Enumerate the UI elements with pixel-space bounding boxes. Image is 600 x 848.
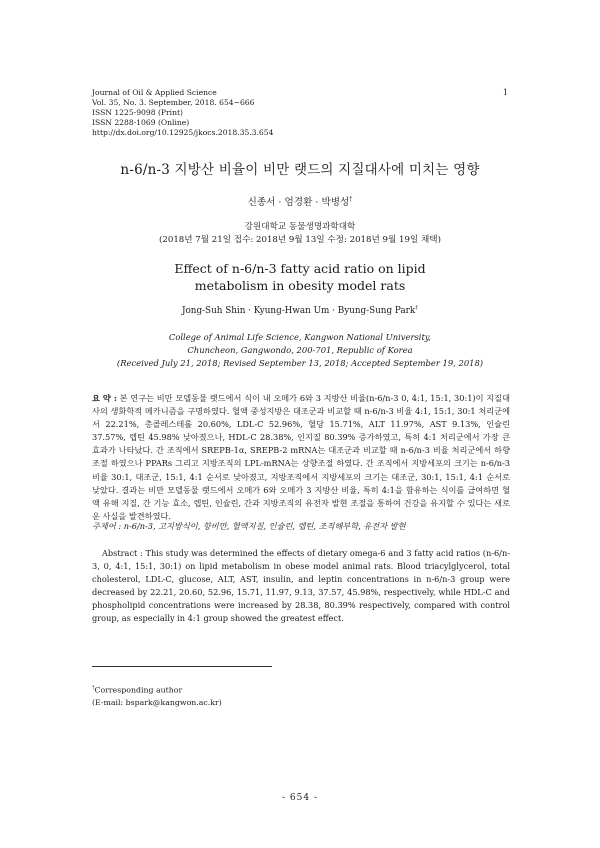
affiliation-korean-name: 강원대학교 동물생명과학대학 [244,222,356,232]
authors-korean-names: 신종서 · 엄경환 · 박병성 [247,197,350,208]
footnote [92,682,222,709]
abstract-korean-label: 요 약 : [92,393,117,403]
issn-online: ISSN 2288-1069 (Online) [92,118,190,127]
footnote-divider [92,666,272,667]
corresponding-mark-en: † [415,305,419,311]
footnote-mark: † [92,685,95,691]
page-footer-number: - 654 - [282,793,318,803]
abstract-korean [92,392,510,523]
footnote-email: (E-mail: bspark@kangwon.ac.kr) [92,697,222,707]
affiliation-korean [0,221,600,247]
journal-header [92,88,273,138]
abstract-korean-text: 본 연구는 비만 모델동물 랫드에서 식이 내 오메가 6와 3 지방산 비율(n-6/n-3 0, 4:1, 15:1, 30:1)이 지질대사의 생화학적 메카니즘을 구명하였다. 혈액 중성지방은 대조군과 비교할 때 n-6/n-3 비율 4:1, 15:1, 30:1 처리군에서 22.21%, 총콜레스테롤 20.60%, LDL-C 52.96%, 혈당 15.71%, ALT 11.97%, AST 9.13%, 인슐린 37.57%, 렙틴 45.98% 낮아졌으나, HDL-C 28.38%, 인지질 80.39% 증가하였고, 특히 4:1 처리군에서 가장 큰 효과가 나타났다. 간 조직에서 SREPB-1α, SREPB-2 mRNA는 대조군과 비교할 때 n-6/n-3 비율 처리군에서 하향조절 하였으나 PPARs 그리고 지방조직의 LPL-mRNA는 상향조절 하였다. 간 조직에서 지방세포의 크기는 n-6/n-3 비율 30:1, 대조군, 15:1, 4:1 순서로 낮아졌고, 지방조직에서 지방세포의 크기는 대조군, 30:1, 15:1, 4:1 순서로 낮았다. 결과는 비만 모델동물 랫드에서 오메가 6와 오메가 3 지방산 비율, 특히 4:1을 함유하는 식이를 급여하면 혈액 유해 지질, 간 기능 효소, 렙틴, 인슐린, 간과 지방조직의 유전자 발현 조절을 통하여 건강을 유지할 수 있다는 새로운 사실을 발견하였다. [92,393,511,521]
header-page-number: 1 [502,88,508,97]
dates-english: (Received July 21, 2018; Revised September 13, 2018; Accepted September 19, 2018) [116,358,484,368]
affiliation-english-line1: College of Animal Life Science, Kangwon National University, [168,332,432,342]
footnote-corresponding-text: Corresponding author [94,685,183,695]
footnote-corresponding [92,682,222,697]
affiliation-english [0,331,600,370]
doi-link[interactable]: http://dx.doi.org/10.12925/jkocs.2018.35.3.654 [92,128,274,137]
journal-name: Journal of Oil & Applied Science [92,88,217,97]
affiliation-english-line2: Chuncheon, Gangwondo, 200-701, Republic of Korea [187,345,413,355]
journal-volume: Vol. 35, No. 3. September, 2018. 654~666 [92,98,255,107]
abstract-english: Abstract : This study was determined the effects of dietary omega-6 and 3 fatty acid ratios (n-6/n-3, 0, 4:1, 15:1, 30:1) on lipid metabolism in obese model animal rats. Blood triacylglycerol, total cholesterol, LDL-C, glucose, ALT, AST, insulin, and leptin concentrations in n-6/n-3 group were decreased by 22.21, 20.60, 52.96, 15.71, 11.97, 9.13, 37.57, 45.98%, respectively, while HDL-C and phospholipid concentrations were increased by 28.38, 80.39% respectively, compared with control group, as especially in 4:1 group showed the greatest effect. [92,548,510,624]
title-korean: n-6/n-3 지방산 비율이 비만 랫드의 지질대사에 미치는 영향 [120,162,480,178]
keywords-korean: 주제어 : n-6/n-3, 고지방식이, 항비만, 혈액지질, 인슐린, 렙틴, 조직해부학, 유전자 발현 [92,521,406,531]
corresponding-mark-ko: † [349,195,353,203]
authors-english [0,305,600,316]
authors-english-names: Jong-Suh Shin · Kyung-Hwan Um · Byung-Sung Park [181,305,416,316]
title-english: Effect of n-6/n-3 fatty acid ratio on lipid metabolism in obesity model rats [174,261,426,293]
authors-korean [0,194,600,208]
dates-korean: (2018년 7월 21일 접수: 2018년 9월 13일 수정: 2018년 9월 19일 채택) [159,235,441,245]
issn-print: ISSN 1225-9098 (Print) [92,108,183,117]
